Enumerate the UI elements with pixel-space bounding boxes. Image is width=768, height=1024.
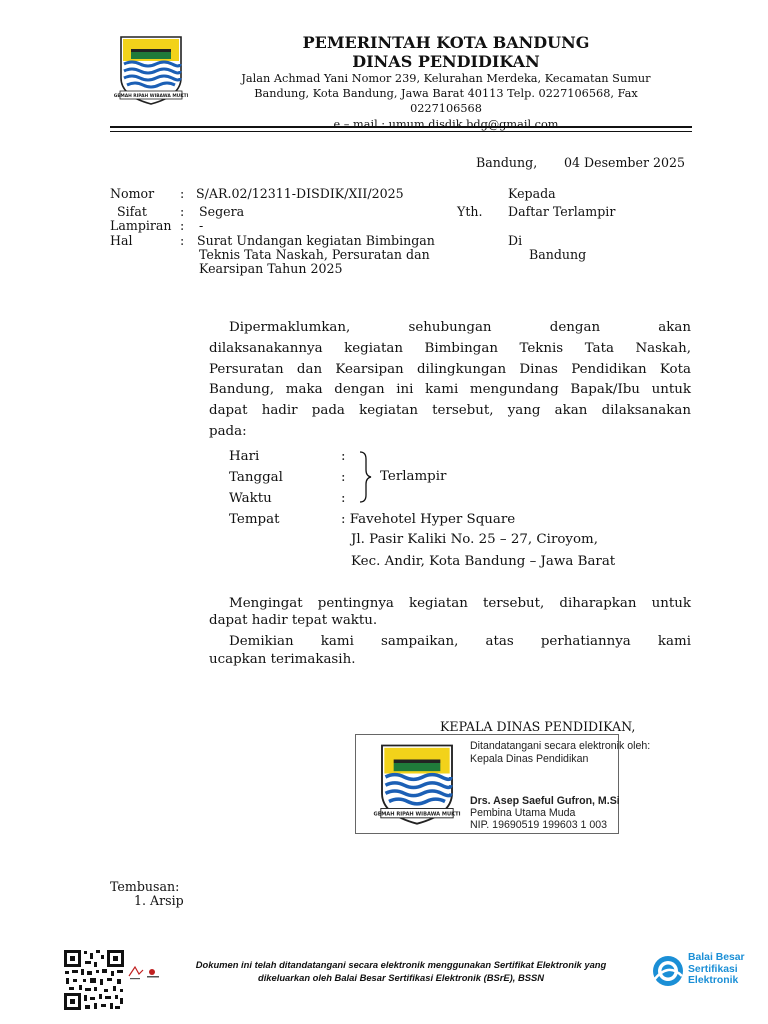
body-paragraph-1 — [209, 318, 691, 339]
tembusan-label: Tembusan: — [110, 879, 180, 894]
sifat-label: Sifat — [117, 204, 147, 219]
header-divider-thick — [110, 126, 692, 128]
logo-motto: GEMAH RIPAH WIBAWA MUKTI — [113, 94, 189, 99]
lampiran-value: - — [199, 218, 204, 233]
signed-by-line: Ditandatangani secara elektronik oleh: — [470, 740, 651, 752]
lampiran-label: Lampiran — [110, 218, 172, 233]
schedule-tempat-label: Tempat — [229, 512, 280, 527]
sifat-value: Segera — [199, 204, 245, 219]
paragraph-line: Bandung, maka dengan ini kami mengundang Bapak/Ibu untuk — [209, 382, 691, 398]
signer-nip: NIP. 19690519 199603 1 003 — [470, 819, 608, 831]
footer-note-line: dikeluarkan oleh Balai Besar Sertifikasi Elektronik (BSrE), BSSN — [257, 972, 545, 984]
paragraph-line: ucapkan terimakasih. — [209, 652, 356, 667]
address-line: Bandung, Kota Bandung, Jawa Barat 40113 Telp. 0227106568, Fax — [254, 87, 638, 101]
cyber-security-logo-icon — [127, 962, 163, 982]
header-government-name: PEMERINTAH KOTA BANDUNG — [302, 33, 590, 52]
recipient-kepada: Kepada — [508, 186, 556, 201]
schedule-venue-name: : Favehotel Hyper Square — [341, 512, 516, 527]
schedule-tanggal-colon: : — [341, 470, 346, 485]
sifat-colon: : — [180, 204, 185, 219]
schedule-venue-district: Kec. Andir, Kota Bandung – Jawa Barat — [351, 554, 616, 569]
address-line: Jalan Achmad Yani Nomor 239, Kelurahan Merdeka, Kecamatan Sumur — [241, 72, 651, 85]
electronic-signature-box — [355, 734, 651, 834]
nomor-label: Nomor — [110, 186, 155, 201]
schedule-hari-colon: : — [341, 449, 346, 464]
paragraph-line: pada: — [209, 423, 247, 439]
footer-e-sign-note — [160, 958, 642, 985]
hal-label: Hal — [110, 233, 133, 248]
date-value: 04 Desember 2025 — [564, 155, 686, 170]
body-paragraph-1-cont — [209, 339, 691, 443]
date-place: Bandung, — [476, 155, 538, 170]
address-line: 0227106568 — [410, 102, 482, 116]
logo-motto: GEMAH RIPAH WIBAWA MUKTI — [373, 811, 461, 818]
signer-name: Drs. Asep Saeful Gufron, M.Si — [470, 795, 620, 807]
bsre-text-line: Sertifikasi — [688, 963, 738, 975]
qr-code-icon — [63, 949, 125, 1011]
hal-colon: : — [180, 233, 185, 248]
hal-line: Surat Undangan kegiatan Bimbingan — [197, 233, 435, 248]
hal-line: Kearsipan Tahun 2025 — [199, 261, 343, 276]
recipient-city: Bandung — [529, 247, 587, 262]
schedule-venue-street: Jl. Pasir Kaliki No. 25 – 27, Ciroyom, — [351, 532, 599, 547]
curly-brace-icon — [357, 450, 373, 504]
bsre-text-line: Balai Besar — [688, 952, 745, 963]
paragraph-line: Persuratan dan Kearsipan dilingkungan Dinas Pendidikan Kota — [209, 361, 691, 377]
paragraph-line: dilaksanakannya kegiatan Bimbingan Teknis Tata Naskah, — [209, 341, 691, 356]
signature-title: KEPALA DINAS PENDIDIKAN, — [440, 719, 636, 734]
signed-by-line: Kepala Dinas Pendidikan — [470, 753, 589, 765]
schedule-waktu-label: Waktu — [229, 491, 272, 506]
recipient-yth: Yth. — [457, 204, 483, 219]
city-emblem-logo — [113, 34, 189, 106]
lampiran-colon: : — [180, 218, 185, 233]
header-divider-thin — [110, 131, 692, 132]
bsre-logo-icon — [651, 954, 685, 988]
schedule-hari-label: Hari — [229, 449, 260, 464]
nomor-value: S/AR.02/12311-DISDIK/XII/2025 — [196, 186, 404, 201]
recipient-di: Di — [508, 233, 523, 248]
footer-note-line: Dokumen ini telah ditandatangani secara elektronik menggunakan Sertifikat Elektronik yang — [195, 959, 607, 970]
paragraph-line: Demikian kami sampaikan, atas perhatiannya kami — [229, 634, 691, 649]
body-paragraph-2-cont — [209, 611, 691, 632]
header-agency-name: DINAS PENDIDIKAN — [352, 52, 540, 71]
hal-line: Teknis Tata Naskah, Persuratan dan — [199, 247, 430, 262]
paragraph-line: dapat hadir pada kegiatan tersebut, yang akan dilaksanakan — [209, 403, 691, 419]
nomor-colon: : — [180, 186, 185, 201]
schedule-brace-text: Terlampir — [380, 469, 447, 484]
city-emblem-logo — [373, 742, 461, 826]
recipient-list: Daftar Terlampir — [508, 204, 616, 219]
bsre-text-line: Elektronik — [688, 975, 739, 987]
paragraph-line: dapat hadir tepat waktu. — [209, 613, 378, 628]
schedule-waktu-colon: : — [341, 491, 346, 506]
paragraph-line: Mengingat pentingnya kegiatan tersebut, diharapkan untuk — [229, 596, 691, 611]
tembusan-item: 1. Arsip — [134, 893, 184, 908]
signer-rank: Pembina Utama Muda — [470, 807, 576, 819]
bsre-logo-text — [688, 952, 745, 987]
paragraph-line: Dipermaklumkan, sehubungan dengan akan — [229, 320, 691, 335]
header-address — [220, 71, 672, 132]
address-email: e – mail : umum.disdik.bdg@gmail.com — [333, 117, 559, 131]
body-paragraph-3-cont — [209, 650, 691, 671]
schedule-tanggal-label: Tanggal — [229, 470, 283, 485]
